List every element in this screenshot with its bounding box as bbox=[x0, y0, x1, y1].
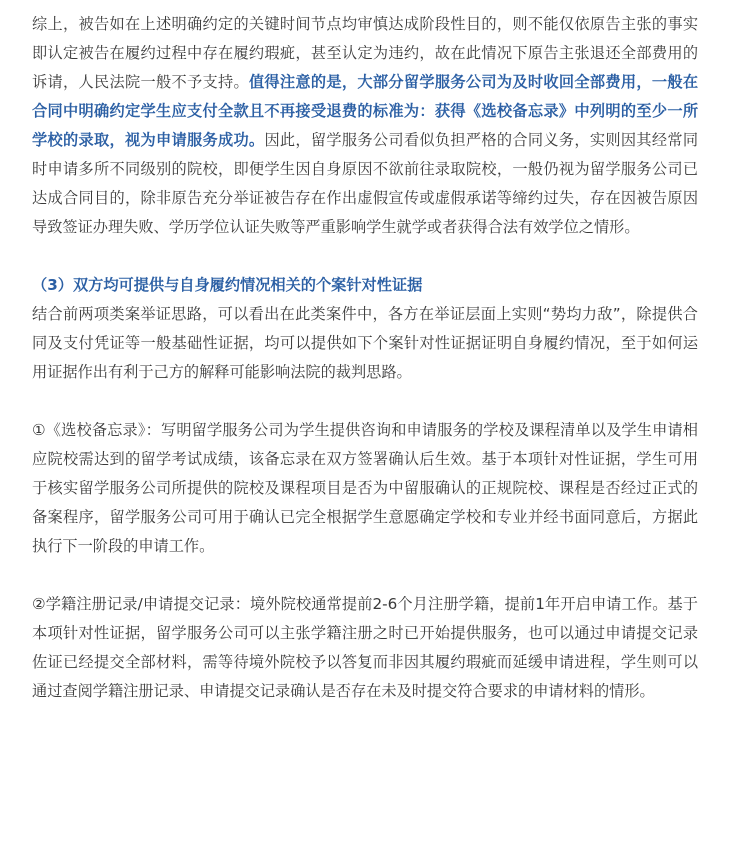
highlighted-note: 值得注意的是，大部分留学服务公司为及时收回全部费用，一般在合同中明确约定学生应支付全款且不再接受退费的标准为：获得《选校备忘录》中列明的至少一所学校的录取，视为申请服务成功。 bbox=[32, 73, 699, 149]
paragraph-registration-records: ②学籍注册记录/申请提交记录：境外院校通常提前2-6个月注册学籍，提前1年开启申请工作。基于本项针对性证据，留学服务公司可以主张学籍注册之时已开始提供服务，也可以通过申请提交记录佐证已经提交全部材料，需等待境外院校予以答复而非因其履约瑕疵而延缓申请进程，学生则可以通过查阅学籍注册记录、申请提交记录确认是否存在未及时提交符合要求的申请材料的情形。 bbox=[32, 595, 698, 700]
paragraph-spacer bbox=[32, 242, 698, 271]
section-heading: （3）双方均可提供与自身履约情况相关的个案针对性证据 bbox=[32, 276, 423, 294]
paragraph-text: 综上，被告如在上述明确约定的关键时间节点均审慎达成阶段性目的，则不能仅依原告主张的事实即认定被告在履约过程中存在履约瑕疵，甚至认定为违约，故在此情况下原告主张退还全部费用的诉请，人民法院一般不予支持。 bbox=[32, 15, 698, 91]
paragraph-text: 因此，留学服务公司看似负担严格的合同义务，实则因其经常同时申请多所不同级别的院校，即便学生因自身原因不欲前往录取院校，一般仍视为留学服务公司已达成合同目的，除非原告充分举证被告存在作出虚假宣传或虚假承诺等缔约过失，存在因被告原因导致签证办理失败、学历学位认证失败等严重影响学生就学或者获得合法有效学位之情形。 bbox=[32, 131, 699, 236]
paragraph-conclusion bbox=[32, 10, 698, 242]
paragraph-school-memo: ①《选校备忘录》：写明留学服务公司为学生提供咨询和申请服务的学校及课程清单以及学生申请相应院校需达到的留学考试成绩，该备忘录在双方签署确认后生效。基于本项针对性证据，学生可用于核实留学服务公司所提供的院校及课程项目是否为中留服确认的正规院校、课程是否经过正式的备案程序，留学服务公司可用于确认已完全根据学生意愿确定学校和专业并经书面同意后，方据此执行下一阶段的申请工作。 bbox=[32, 421, 698, 555]
paragraph-spacer bbox=[32, 387, 698, 416]
paragraph-spacer bbox=[32, 561, 698, 590]
paragraph-evidence-intro: 结合前两项类案举证思路，可以看出在此类案件中，各方在举证层面上实则“势均力敌”，除提供合同及支付凭证等一般基础性证据，均可以提供如下个案针对性证据证明自身履约情况，至于如何运用证据作出有利于己方的解释可能影响法院的裁判思路。 bbox=[32, 305, 698, 381]
